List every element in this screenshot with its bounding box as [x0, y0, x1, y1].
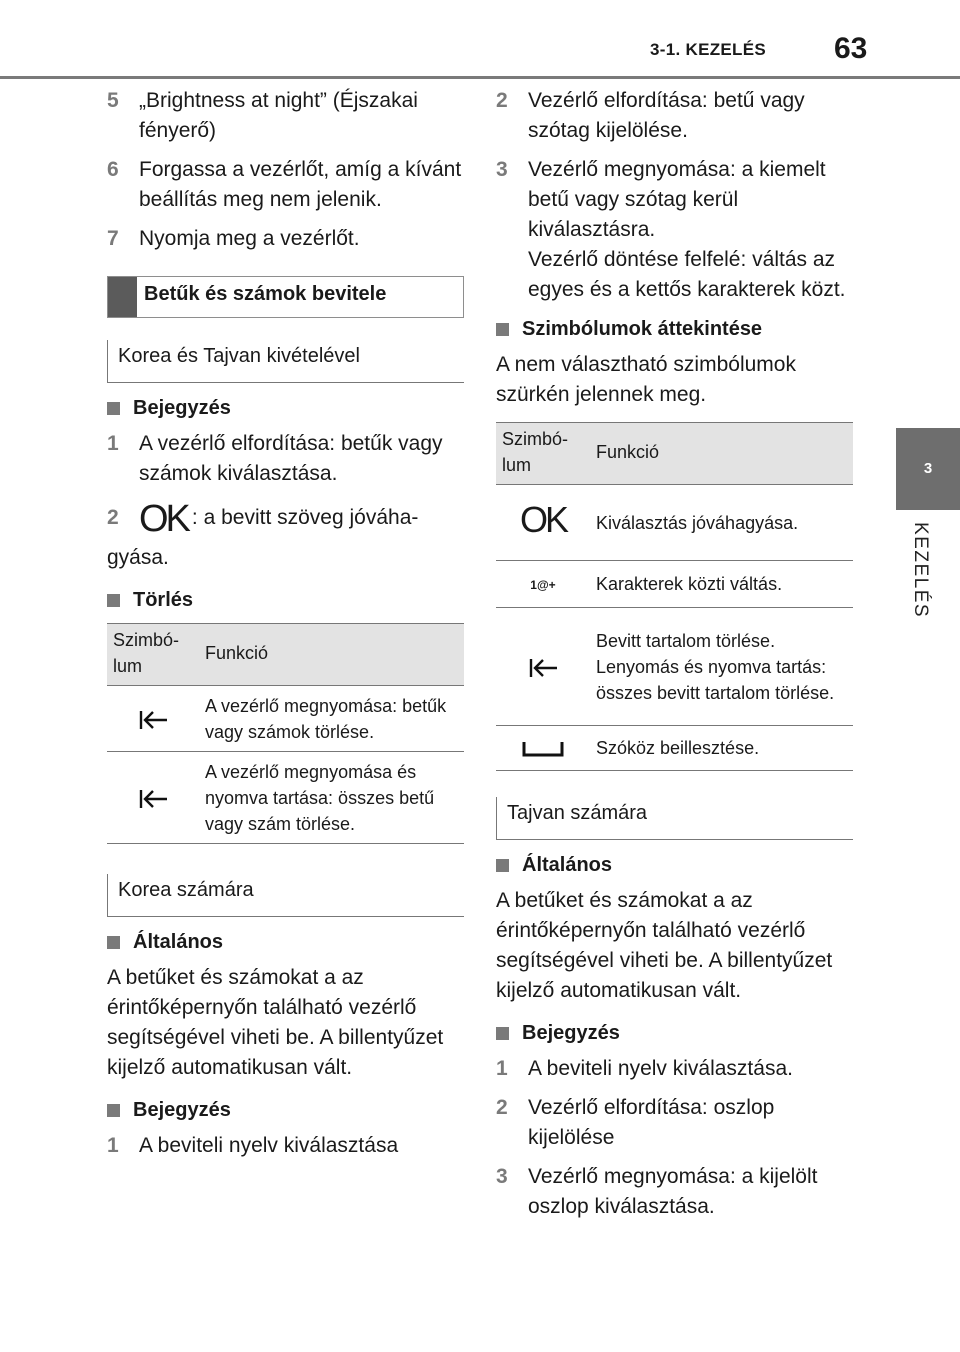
right-column: [496, 86, 853, 1231]
general-paragraph: A betűket és számokat a az érintőképernyőn található vezérlő segítségével viheti be. A billentyűzet kijelző automatikusan vált.: [496, 889, 833, 1002]
step: [107, 429, 464, 489]
subheading-text: Bejegyzés: [133, 1099, 231, 1121]
bullet-square-icon: [496, 1027, 509, 1040]
table-cell-function: Szóköz beillesztése.: [590, 726, 853, 771]
table-row: [107, 752, 464, 844]
table-cell-symbol: [496, 608, 590, 726]
table-header-function: Funkció: [199, 624, 464, 686]
subheading-delete: [107, 585, 464, 615]
subheading-text: Általános: [522, 854, 613, 876]
section-heading-text: Betűk és számok bevitele: [144, 283, 387, 305]
delete-table: [107, 623, 464, 844]
chapter-tab: 3: [896, 428, 960, 510]
table-row: [496, 608, 853, 726]
bullet-square-icon: [107, 1104, 120, 1117]
page-number: 63: [834, 32, 868, 65]
section-heading-bar: [108, 277, 137, 317]
symbols-table: [496, 422, 853, 771]
chapter-tab-label: KEZELÉS: [910, 522, 931, 619]
header-rule: [0, 76, 960, 79]
table-row: [496, 561, 853, 608]
step-number: 2: [107, 506, 119, 529]
region-note: Korea és Tajvan kivételével: [107, 340, 464, 383]
step-text: Vezérlő megnyomása: a kiemelt betű vagy szótag kerül kiválasztásra.: [528, 158, 826, 241]
bullet-square-icon: [107, 402, 120, 415]
table-row: [107, 686, 464, 752]
step-number: 3: [496, 1165, 508, 1188]
table-header-symbol: Szimbó-lum: [496, 423, 590, 485]
table-header-symbol: Szimbó-lum: [107, 624, 199, 686]
table-cell-symbol: [496, 485, 590, 561]
symbols-paragraph: A nem választható szimbólumok szürkén jelennek meg.: [496, 353, 796, 406]
ok-icon: OK: [139, 498, 188, 540]
step-number: 6: [107, 158, 119, 181]
step: [496, 86, 853, 146]
space-bar-icon: [521, 739, 565, 759]
section-heading: [107, 276, 464, 318]
subheading-text: Szimbólumok áttekintése: [522, 318, 763, 340]
table-cell-symbol: [496, 726, 590, 771]
subheading-text: Bejegyzés: [522, 1022, 620, 1044]
step: [107, 155, 464, 215]
character-switch-icon: 1@+: [530, 578, 556, 592]
chapter-title: 3-1. KEZELÉS: [650, 40, 767, 59]
region-note: Korea számára: [107, 874, 464, 917]
step-text: A vezérlő elfordítása: betűk vagy számok kiválasztása.: [139, 432, 443, 485]
step-text: Vezérlő megnyomása: a kijelölt oszlop kiválasztása.: [528, 1165, 818, 1218]
step-number: 3: [496, 158, 508, 181]
backspace-icon: [527, 656, 559, 680]
table-cell-function: Bevitt tartalom törlése. Lenyomás és nyomva tartás: összes bevitt tartalom törlése.: [590, 608, 853, 726]
step: [496, 155, 853, 305]
step-text: A beviteli nyelv kiválasztása.: [528, 1057, 793, 1080]
table-cell-function: A vezérlő megnyomása és nyomva tartása: összes betű vagy szám törlése.: [199, 752, 464, 844]
step-text-continued: gyása.: [107, 546, 169, 569]
step: [107, 224, 464, 254]
subheading-general: [107, 927, 464, 957]
subheading-entry: [107, 393, 464, 423]
step-text: A beviteli nyelv kiválasztása: [139, 1134, 399, 1157]
subheading-text: Általános: [133, 931, 224, 953]
step: [496, 1054, 853, 1084]
table-cell-function: A vezérlő megnyomása: betűk vagy számok törlése.: [199, 686, 464, 752]
table-cell-symbol: [107, 752, 199, 844]
step: [107, 1131, 464, 1161]
step-number: 1: [107, 432, 119, 455]
table-header-row: [496, 423, 853, 485]
step-text: Vezérlő elfordítása: betű vagy szótag kijelölése.: [528, 89, 805, 142]
step-ok: [107, 498, 464, 573]
subheading-text: Bejegyzés: [133, 397, 231, 419]
table-cell-function: Kiválasztás jóváhagyása.: [590, 485, 853, 561]
step-number: 1: [107, 1134, 119, 1157]
region-note: Tajvan számára: [496, 797, 853, 840]
step: [496, 1093, 853, 1153]
step-number: 5: [107, 89, 119, 112]
step: [496, 1162, 853, 1222]
bullet-square-icon: [107, 594, 120, 607]
subheading-entry: [107, 1095, 464, 1125]
general-paragraph: A betűket és számokat a az érintőképernyőn található vezérlő segítségével viheti be. A billentyűzet kijelző automatikusan vált.: [107, 966, 444, 1079]
step-text: Forgassa a vezérlőt, amíg a kívánt beállítás meg nem jelenik.: [139, 158, 462, 211]
step-text: : a bevitt szöveg jóváha-: [191, 506, 419, 529]
table-header-row: [107, 624, 464, 686]
step-number: 7: [107, 227, 119, 250]
table-row: [496, 726, 853, 771]
table-header-function: Funkció: [590, 423, 853, 485]
backspace-icon: [137, 708, 169, 732]
bullet-square-icon: [496, 859, 509, 872]
step-text: Vezérlő elfordítása: oszlop kijelölése: [528, 1096, 775, 1149]
step-text: Vezérlő döntése felfelé: váltás az egyes és a kettős karakterek közt.: [528, 248, 846, 301]
left-column: [107, 86, 464, 1170]
table-row: [496, 485, 853, 561]
table-cell-function: Karakterek közti váltás.: [590, 561, 853, 608]
step-number: 2: [496, 89, 508, 112]
subheading-text: Törlés: [133, 589, 194, 611]
step: [107, 86, 464, 146]
bullet-square-icon: [496, 323, 509, 336]
subheading-entry: [496, 1018, 853, 1048]
step-text: Nyomja meg a vezérlőt.: [139, 227, 360, 250]
ok-icon: OK: [519, 498, 566, 540]
subheading-symbols: [496, 314, 853, 344]
subheading-general: [496, 850, 853, 880]
table-cell-symbol: [107, 686, 199, 752]
backspace-icon: [137, 787, 169, 811]
step-number: 1: [496, 1057, 508, 1080]
step-number: 2: [496, 1096, 508, 1119]
table-cell-symbol: [496, 561, 590, 608]
bullet-square-icon: [107, 936, 120, 949]
step-text: „Brightness at night” (Éjszakai fényerő): [139, 89, 418, 142]
